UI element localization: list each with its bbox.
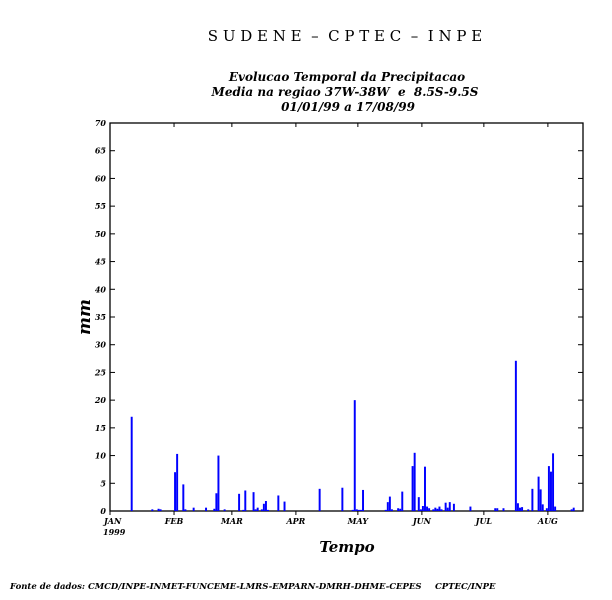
y-axis-label: mm — [75, 299, 95, 335]
x-axis-label: Tempo — [319, 538, 375, 556]
y-tick-label: 25 — [94, 367, 106, 378]
bar — [517, 503, 519, 511]
bar — [441, 509, 443, 511]
bar — [385, 510, 387, 511]
y-tick-label: 70 — [94, 118, 106, 128]
bar — [215, 493, 217, 511]
bar — [277, 495, 279, 511]
y-tick-label: 35 — [94, 312, 106, 322]
bar — [174, 472, 176, 511]
y-tick-label: 55 — [94, 201, 106, 212]
bar — [503, 508, 505, 511]
bar — [496, 508, 498, 511]
bar — [428, 508, 430, 511]
bar — [358, 510, 360, 511]
bar — [418, 497, 420, 511]
bar — [550, 472, 552, 511]
bar — [494, 508, 496, 511]
bar — [469, 507, 471, 511]
x-tick-label: APR — [286, 516, 306, 526]
bar — [362, 490, 364, 511]
bar — [422, 506, 424, 511]
y-tick-label: 20 — [94, 395, 106, 406]
bar — [424, 467, 426, 511]
bar — [284, 502, 286, 511]
y-tick-label: 40 — [94, 284, 106, 295]
bar — [447, 508, 449, 511]
y-tick-label: 60 — [94, 173, 106, 184]
bar — [521, 507, 523, 511]
chart-subtitle-dates: 01/01/99 a 17/08/99 — [281, 100, 415, 114]
bar — [515, 361, 517, 511]
bar — [519, 508, 521, 511]
x-tick-label: MAR — [221, 516, 243, 526]
bar — [420, 509, 422, 511]
footer-source: Fonte de dados: CMCD/INPE-INMET-FUNCEME-LMRS-EMPARN-DMRH-DHME-CEPES — [10, 582, 422, 592]
bar — [238, 494, 240, 511]
bar — [412, 466, 414, 511]
bar — [184, 509, 186, 511]
bar — [217, 456, 219, 511]
y-tick-label: 50 — [94, 228, 106, 239]
bar — [426, 507, 428, 511]
bar — [267, 510, 269, 511]
bar — [414, 453, 416, 511]
bar — [538, 477, 540, 511]
bar — [540, 489, 542, 511]
x-tick-label: JAN — [104, 516, 122, 526]
chart-title: Evolucao Temporal da Precipitacao — [228, 70, 466, 84]
bar — [401, 492, 403, 511]
bar — [445, 503, 447, 511]
y-tick-label: 0 — [100, 506, 106, 516]
y-tick-label: 5 — [100, 478, 106, 489]
bar — [224, 509, 226, 511]
bar — [391, 509, 393, 511]
bar — [213, 509, 215, 511]
bar — [531, 489, 533, 511]
bar — [360, 510, 362, 511]
y-tick-label: 30 — [94, 339, 106, 350]
bar — [261, 509, 263, 511]
y-tick-label: 15 — [94, 422, 106, 433]
organization-header: S U D E N E – C P T E C – I N P E — [207, 27, 483, 45]
bar — [546, 508, 548, 511]
bar — [257, 508, 259, 511]
x-tick-label: MAY — [347, 516, 369, 526]
bar — [356, 509, 358, 511]
bar — [527, 509, 529, 511]
y-tick-label: 10 — [94, 450, 106, 461]
bar — [265, 501, 267, 511]
bar — [548, 466, 550, 511]
bar — [571, 509, 573, 511]
footer-credit: CPTEC/INPE — [435, 582, 496, 592]
bar — [432, 509, 434, 511]
bar — [341, 488, 343, 511]
plot-area-frame — [110, 123, 583, 511]
bar — [193, 508, 195, 511]
x-tick-label: FEB — [164, 516, 184, 526]
x-axis — [102, 123, 558, 526]
bar — [552, 453, 554, 511]
bar — [151, 509, 153, 511]
bar — [244, 490, 246, 511]
bar — [436, 509, 438, 511]
bar — [354, 400, 356, 511]
bar — [253, 492, 255, 511]
bar — [449, 502, 451, 511]
bar — [160, 509, 162, 511]
bar — [453, 504, 455, 511]
bar — [158, 509, 160, 511]
bars-series — [131, 361, 575, 511]
bar — [542, 504, 544, 511]
bar — [438, 507, 440, 511]
bar — [319, 489, 321, 511]
bar — [263, 504, 265, 511]
bar — [205, 508, 207, 511]
x-year-label: 1999 — [103, 527, 126, 537]
bar — [387, 502, 389, 511]
bar — [434, 508, 436, 511]
y-tick-label: 65 — [94, 145, 106, 156]
bar — [554, 507, 556, 511]
bar — [573, 508, 575, 511]
bar — [352, 510, 354, 511]
bar — [182, 484, 184, 511]
chart-subtitle-region: Media na regiao 37W-38W e 8.5S-9.5S — [211, 85, 479, 99]
bar — [389, 497, 391, 511]
bar — [176, 454, 178, 511]
bar — [131, 417, 133, 511]
x-tick-label: AUG — [537, 516, 558, 526]
x-tick-label: JUL — [475, 516, 493, 526]
bar — [242, 510, 244, 511]
bar — [399, 509, 401, 511]
x-tick-label: JUN — [412, 516, 431, 526]
y-axis — [94, 118, 583, 516]
y-tick-label: 45 — [94, 256, 106, 267]
bar — [397, 508, 399, 511]
bar — [255, 509, 257, 511]
